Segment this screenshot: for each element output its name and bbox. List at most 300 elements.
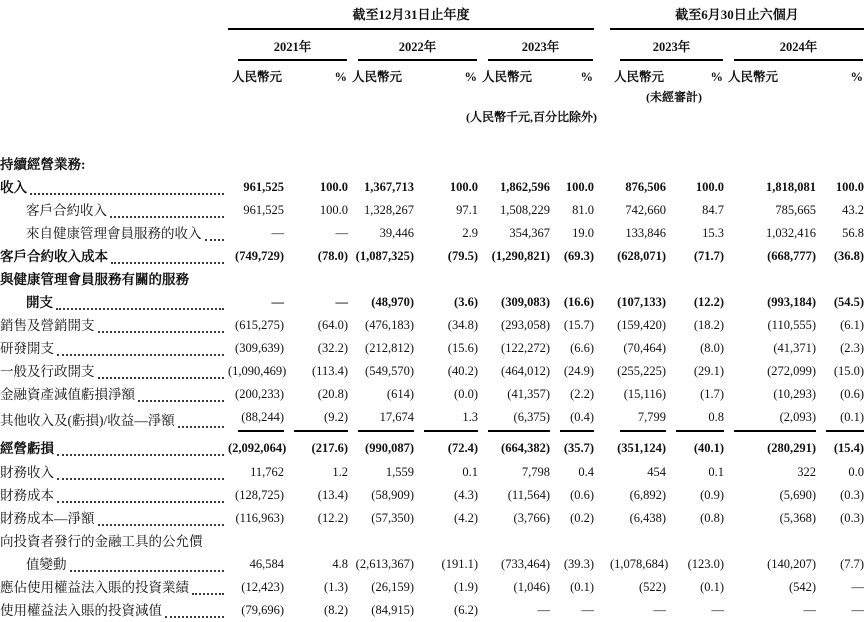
row-label: 應佔使用權益法入賬的投資業績 (0, 580, 189, 595)
value-cell: (0.6) (570, 488, 595, 502)
value-cell: (255,225) (617, 364, 667, 378)
value-cell: (13.4) (317, 488, 348, 502)
value-cell: (4.3) (454, 488, 478, 502)
row-label-cell (0, 222, 228, 245)
percent-header: % (850, 70, 864, 84)
value-cell: 15.3 (702, 226, 725, 240)
row-label-cell (0, 245, 228, 268)
table-row (0, 599, 864, 622)
value-cell: (309,083) (501, 295, 550, 309)
value-cell: (6,438) (629, 511, 667, 525)
value-cell: 100.0 (695, 180, 725, 194)
row-label-cell (0, 137, 864, 176)
value-cell: 0.0 (848, 465, 864, 479)
dot-leader (178, 426, 224, 428)
row-label: 向投資者發行的金融工具的公允價 (0, 534, 203, 549)
amount-header: 人民幣元 (482, 70, 533, 84)
value-cell: (107,133) (617, 295, 667, 309)
value-with-rule: 17,674 (358, 406, 414, 432)
value-cell: (69.3) (563, 249, 595, 263)
value-cell: (1,078,684) (610, 557, 669, 571)
row-label: 財務成本 (0, 488, 54, 503)
value-cell: 1,508,229 (500, 203, 550, 217)
value-cell: (58,909) (371, 488, 414, 502)
value-cell: (12.2) (317, 511, 348, 525)
table-row (0, 268, 864, 291)
value-with-rule: (6,375) (488, 406, 550, 432)
period-header-row (0, 0, 864, 29)
row-label-cell (0, 383, 228, 406)
value-cell: (749,729) (235, 249, 284, 263)
value-cell: 100.0 (565, 180, 595, 194)
period-group-interim-title: 截至6月30日止六個月 (610, 0, 864, 29)
spacer-cell (594, 461, 610, 484)
unaudited-note: (未經審計) (646, 90, 703, 104)
value-cell: (26,159) (371, 580, 414, 594)
row-label-cell (0, 484, 228, 507)
value-cell: (140,207) (767, 557, 817, 571)
row-label-cell (0, 337, 228, 360)
value-cell: 961,525 (243, 203, 284, 217)
value-cell: (668,777) (767, 249, 817, 263)
value-cell: 43.2 (842, 203, 864, 217)
value-cell: (79,696) (241, 603, 284, 617)
value-with-rule: (0.4) (560, 406, 594, 432)
value-cell: — (851, 603, 864, 617)
value-cell: (2.2) (570, 387, 595, 401)
spacer-cell (0, 29, 228, 61)
percent-header: % (580, 70, 594, 84)
table-row (0, 291, 864, 314)
value-cell: (2,092,064) (228, 441, 287, 455)
value-cell: 876,506 (625, 180, 667, 194)
value-cell: — (335, 226, 348, 240)
row-label-cell (0, 176, 228, 199)
row-label: 財務收入 (0, 465, 54, 480)
year-label: 2023年 (620, 37, 723, 61)
spacer-cell (594, 291, 610, 314)
value-cell: (351,124) (617, 441, 667, 455)
value-cell: (628,071) (617, 249, 667, 263)
row-label: 來自健康管理會員服務的收入 (26, 226, 202, 241)
spacer-cell (594, 432, 610, 461)
value-cell: 1,328,267 (364, 203, 414, 217)
value-cell (666, 406, 724, 432)
dot-leader (98, 377, 225, 379)
value-cell: (0.8) (700, 511, 725, 525)
value-cell: (0.6) (840, 387, 864, 401)
table-row (0, 222, 864, 245)
dot-leader (192, 593, 224, 595)
value-cell (816, 406, 864, 432)
value-cell: — (581, 603, 595, 617)
value-cell: 961,525 (243, 180, 284, 194)
value-cell: 11,762 (250, 465, 284, 479)
year-label: 2023年 (488, 37, 593, 61)
table-row (0, 176, 864, 199)
table-row (0, 383, 864, 406)
value-cell: (123.0) (687, 557, 725, 571)
year-label: 2021年 (238, 37, 347, 61)
value-cell: (0.3) (840, 511, 864, 525)
table-row (0, 553, 864, 576)
amount-header: 人民幣元 (352, 70, 403, 84)
value-with-rule: (9.2) (294, 406, 348, 432)
value-cell (348, 406, 414, 432)
value-cell: (5,368) (779, 511, 817, 525)
row-label-cell (0, 432, 228, 461)
spacer-cell (594, 553, 610, 576)
value-with-rule: (0.1) (826, 406, 864, 432)
value-cell: 2.9 (462, 226, 478, 240)
value-cell: (212,812) (365, 341, 414, 355)
table-row (0, 337, 864, 360)
value-cell: 1,032,416 (766, 226, 817, 240)
table-row (0, 461, 864, 484)
value-cell: 81.0 (572, 203, 595, 217)
unaudited-row (0, 87, 864, 105)
value-cell: 39,446 (379, 226, 414, 240)
value-cell: (3,766) (513, 511, 550, 525)
value-cell: (40.2) (447, 364, 478, 378)
value-cell: (122,272) (501, 341, 550, 355)
value-cell: (36.8) (833, 249, 864, 263)
value-cell: 133,846 (625, 226, 667, 240)
period-group-annual-title: 截至12月31日止年度 (228, 0, 594, 29)
value-cell: (84,915) (371, 603, 414, 617)
value-cell: — (851, 580, 864, 594)
value-cell: (8.2) (324, 603, 348, 617)
year-2024-interim (724, 29, 864, 61)
amount-header: 人民幣元 (232, 70, 283, 84)
spacer-cell (594, 61, 610, 87)
value-cell: (11,564) (507, 488, 550, 502)
unit-note-row (0, 105, 864, 137)
value-cell: (990,087) (365, 441, 414, 455)
dot-leader (205, 239, 225, 241)
value-cell: (1.7) (700, 387, 725, 401)
value-with-rule: (88,244) (238, 406, 284, 432)
spacer-cell (594, 337, 610, 360)
row-label: 客戶合約收入成本 (0, 249, 108, 264)
value-cell: (280,291) (767, 441, 817, 455)
value-cell: — (653, 603, 667, 617)
year-2021 (228, 29, 348, 61)
value-cell: 46,584 (249, 557, 284, 571)
value-cell: (113.4) (312, 364, 348, 378)
row-label-cell (0, 599, 228, 622)
value-with-rule: 0.8 (676, 406, 724, 432)
value-cell: (5,690) (779, 488, 817, 502)
dot-leader (110, 216, 224, 218)
dot-leader (98, 331, 225, 333)
value-cell: 322 (797, 465, 817, 479)
value-cell (228, 406, 284, 432)
value-cell: (12.2) (693, 295, 725, 309)
value-cell: (10,293) (773, 387, 817, 401)
row-label: 值變動 (26, 557, 67, 572)
value-cell: 4.8 (332, 557, 348, 571)
value-cell: (615,275) (235, 318, 284, 332)
value-cell: 84.7 (702, 203, 725, 217)
value-with-rule: 7,799 (620, 406, 666, 432)
value-cell (550, 406, 594, 432)
value-cell: — (271, 295, 284, 309)
table-row (0, 507, 864, 530)
value-cell: (41,371) (773, 341, 817, 355)
amount-header: 人民幣元 (728, 70, 779, 84)
value-cell: (464,012) (501, 364, 550, 378)
value-cell: (6.2) (454, 603, 478, 617)
year-label: 2024年 (734, 37, 863, 61)
value-cell: — (711, 603, 725, 617)
value-cell: (78.0) (317, 249, 348, 263)
value-cell: (20.8) (317, 387, 348, 401)
row-label: 收入 (0, 180, 27, 195)
value-cell: (6,892) (629, 488, 667, 502)
value-cell: — (271, 226, 284, 240)
row-label: 財務成本—淨額 (0, 511, 95, 526)
value-cell: (79.5) (447, 249, 478, 263)
row-label-cell (0, 291, 228, 314)
value-cell: 56.8 (842, 226, 864, 240)
column-header-row (0, 61, 864, 87)
value-cell: (15,116) (623, 387, 667, 401)
value-cell: (15.7) (563, 318, 595, 332)
row-label: 客戶合約收入 (26, 203, 107, 218)
value-cell: (18.2) (693, 318, 725, 332)
value-cell: (32.2) (317, 341, 348, 355)
value-cell: (542) (788, 580, 817, 594)
spacer-cell (594, 199, 610, 222)
dot-leader (57, 501, 224, 503)
row-label-cell (0, 576, 228, 599)
table-row (0, 432, 864, 461)
value-cell: (71.7) (693, 249, 725, 263)
value-cell: (664,382) (501, 441, 550, 455)
dot-leader (57, 454, 224, 456)
value-cell: (0.2) (570, 511, 595, 525)
value-cell: (16.6) (563, 295, 595, 309)
table-row (0, 137, 864, 176)
year-2023 (478, 29, 594, 61)
value-cell: (200,233) (235, 387, 284, 401)
spacer-cell (594, 314, 610, 337)
value-cell: (35.7) (563, 441, 595, 455)
value-cell: (70,464) (623, 341, 667, 355)
value-cell: (15.6) (447, 341, 478, 355)
value-cell: 0.4 (578, 465, 595, 479)
value-cell: (217.6) (311, 441, 348, 455)
value-cell: — (803, 603, 817, 617)
value-cell: 0.1 (708, 465, 725, 479)
value-cell: (64.0) (317, 318, 348, 332)
dot-leader (70, 570, 225, 572)
year-2022 (348, 29, 478, 61)
table-row (0, 530, 864, 553)
value-cell: (309,639) (235, 341, 284, 355)
value-cell (414, 406, 478, 432)
value-cell: (40.1) (693, 441, 725, 455)
row-label-cell (0, 553, 228, 576)
value-cell: 1,559 (385, 465, 414, 479)
spacer-cell (594, 507, 610, 530)
value-cell: — (537, 603, 550, 617)
value-cell: (272,099) (767, 364, 817, 378)
dot-leader (111, 262, 224, 264)
value-cell: (29.1) (693, 364, 725, 378)
value-cell: (293,058) (501, 318, 550, 332)
spacer-cell (0, 0, 228, 29)
value-cell: (0.0) (454, 387, 478, 401)
value-cell: (191.1) (441, 557, 478, 571)
value-cell: (34.8) (447, 318, 478, 332)
value-cell: (116,963) (235, 511, 284, 525)
value-cell: (0.9) (700, 488, 725, 502)
year-label: 2022年 (358, 37, 477, 61)
value-cell: (6.1) (840, 318, 864, 332)
value-cell: (15.4) (833, 441, 864, 455)
row-label-cell (0, 507, 228, 530)
value-cell: (128,725) (235, 488, 284, 502)
value-cell: — (335, 295, 348, 309)
value-cell: (41,357) (507, 387, 550, 401)
spacer-cell (594, 29, 610, 61)
spacer-cell (594, 576, 610, 599)
value-cell: (1.9) (454, 580, 478, 594)
value-cell: (1,090,469) (228, 364, 287, 378)
row-label: 經營虧損 (0, 441, 54, 456)
spacer-cell (0, 61, 228, 87)
spacer-cell (594, 599, 610, 622)
spacer-cell (594, 360, 610, 383)
spacer-cell (594, 383, 610, 406)
table-body (0, 137, 864, 622)
row-label-cell (0, 268, 864, 291)
value-cell: (72.4) (447, 441, 478, 455)
spacer-cell (594, 484, 610, 507)
row-label: 金融資產減值虧損淨額 (0, 387, 135, 402)
value-cell: 19.0 (572, 226, 595, 240)
year-header-row (0, 29, 864, 61)
value-cell: (1.3) (324, 580, 348, 594)
value-cell: (6.6) (570, 341, 595, 355)
percent-header: % (464, 70, 477, 84)
spacer-cell (594, 0, 610, 29)
value-cell: (2,613,367) (355, 557, 414, 571)
value-cell: (476,183) (365, 318, 414, 332)
table-row (0, 576, 864, 599)
value-cell: (4.2) (454, 511, 478, 525)
row-label: 使用權益法入賬的投資減值 (0, 603, 162, 618)
value-cell: 742,660 (625, 203, 667, 217)
value-cell: 1,367,713 (364, 180, 414, 194)
value-cell: (110,555) (767, 318, 817, 332)
value-cell: 100.0 (835, 180, 864, 194)
value-cell: (3.6) (454, 295, 478, 309)
value-with-rule: (2,093) (734, 406, 816, 432)
value-cell: 100.0 (319, 180, 348, 194)
value-cell: (1,046) (513, 580, 550, 594)
spacer-cell (594, 222, 610, 245)
value-cell: 1.2 (332, 465, 348, 479)
value-cell: (1,087,325) (355, 249, 414, 263)
value-cell: (159,420) (617, 318, 667, 332)
value-cell: (54.5) (833, 295, 864, 309)
row-label-cell (0, 199, 228, 222)
table-row (0, 245, 864, 268)
value-cell: 97.1 (456, 203, 478, 217)
table-row (0, 199, 864, 222)
value-cell: (1,290,821) (491, 249, 550, 263)
value-cell: (993,184) (767, 295, 817, 309)
year-2023-interim (610, 29, 724, 61)
value-cell: (8.0) (700, 341, 725, 355)
spacer-cell (594, 176, 610, 199)
dot-leader (57, 354, 224, 356)
row-label: 其他收入及(虧損)/收益—淨額 (0, 413, 175, 428)
row-label: 銷售及營銷開支 (0, 318, 95, 333)
value-cell (284, 406, 348, 432)
value-cell: (39.3) (563, 557, 595, 571)
dot-leader (56, 308, 224, 310)
value-cell (724, 406, 816, 432)
value-cell: (549,570) (365, 364, 414, 378)
value-cell: (7.7) (840, 557, 864, 571)
unit-note: (人民幣千元,百分比除外) (466, 110, 597, 124)
row-label: 與健康管理會員服務有關的服務 (0, 272, 189, 287)
value-cell: (0.1) (570, 580, 595, 594)
value-cell: 7,798 (521, 465, 550, 479)
value-cell: (614) (386, 387, 414, 401)
value-cell: 0.1 (462, 465, 478, 479)
value-cell: (57,350) (371, 511, 414, 525)
value-cell: 100.0 (319, 203, 348, 217)
row-label: 開支 (26, 295, 53, 310)
value-cell: (15.0) (833, 364, 864, 378)
value-cell: 1,818,081 (766, 180, 817, 194)
spacer-cell (724, 87, 864, 105)
value-cell: 454 (647, 465, 667, 479)
value-cell: 785,665 (775, 203, 817, 217)
row-label-cell (0, 360, 228, 383)
row-label: 一般及行政開支 (0, 364, 95, 379)
value-cell: 1,862,596 (500, 180, 550, 194)
value-cell: 354,367 (509, 226, 550, 240)
dot-leader (98, 524, 225, 526)
dot-leader (138, 400, 224, 402)
dot-leader (165, 616, 224, 618)
value-cell: (733,464) (501, 557, 550, 571)
row-label-cell (0, 406, 228, 432)
value-cell: (0.3) (840, 488, 864, 502)
row-label-cell (0, 314, 228, 337)
value-cell: (0.1) (700, 580, 725, 594)
percent-header: % (710, 70, 724, 84)
value-cell: (522) (638, 580, 667, 594)
value-cell (610, 406, 666, 432)
value-cell: 100.0 (449, 180, 478, 194)
value-cell: (24.9) (563, 364, 595, 378)
spacer-cell (594, 406, 610, 432)
value-with-rule: 1.3 (424, 406, 478, 432)
value-cell: (48,970) (371, 295, 414, 309)
table-row (0, 406, 864, 432)
value-cell: (12,423) (241, 580, 284, 594)
dot-leader (30, 193, 224, 195)
table-row (0, 484, 864, 507)
percent-header: % (334, 70, 347, 84)
